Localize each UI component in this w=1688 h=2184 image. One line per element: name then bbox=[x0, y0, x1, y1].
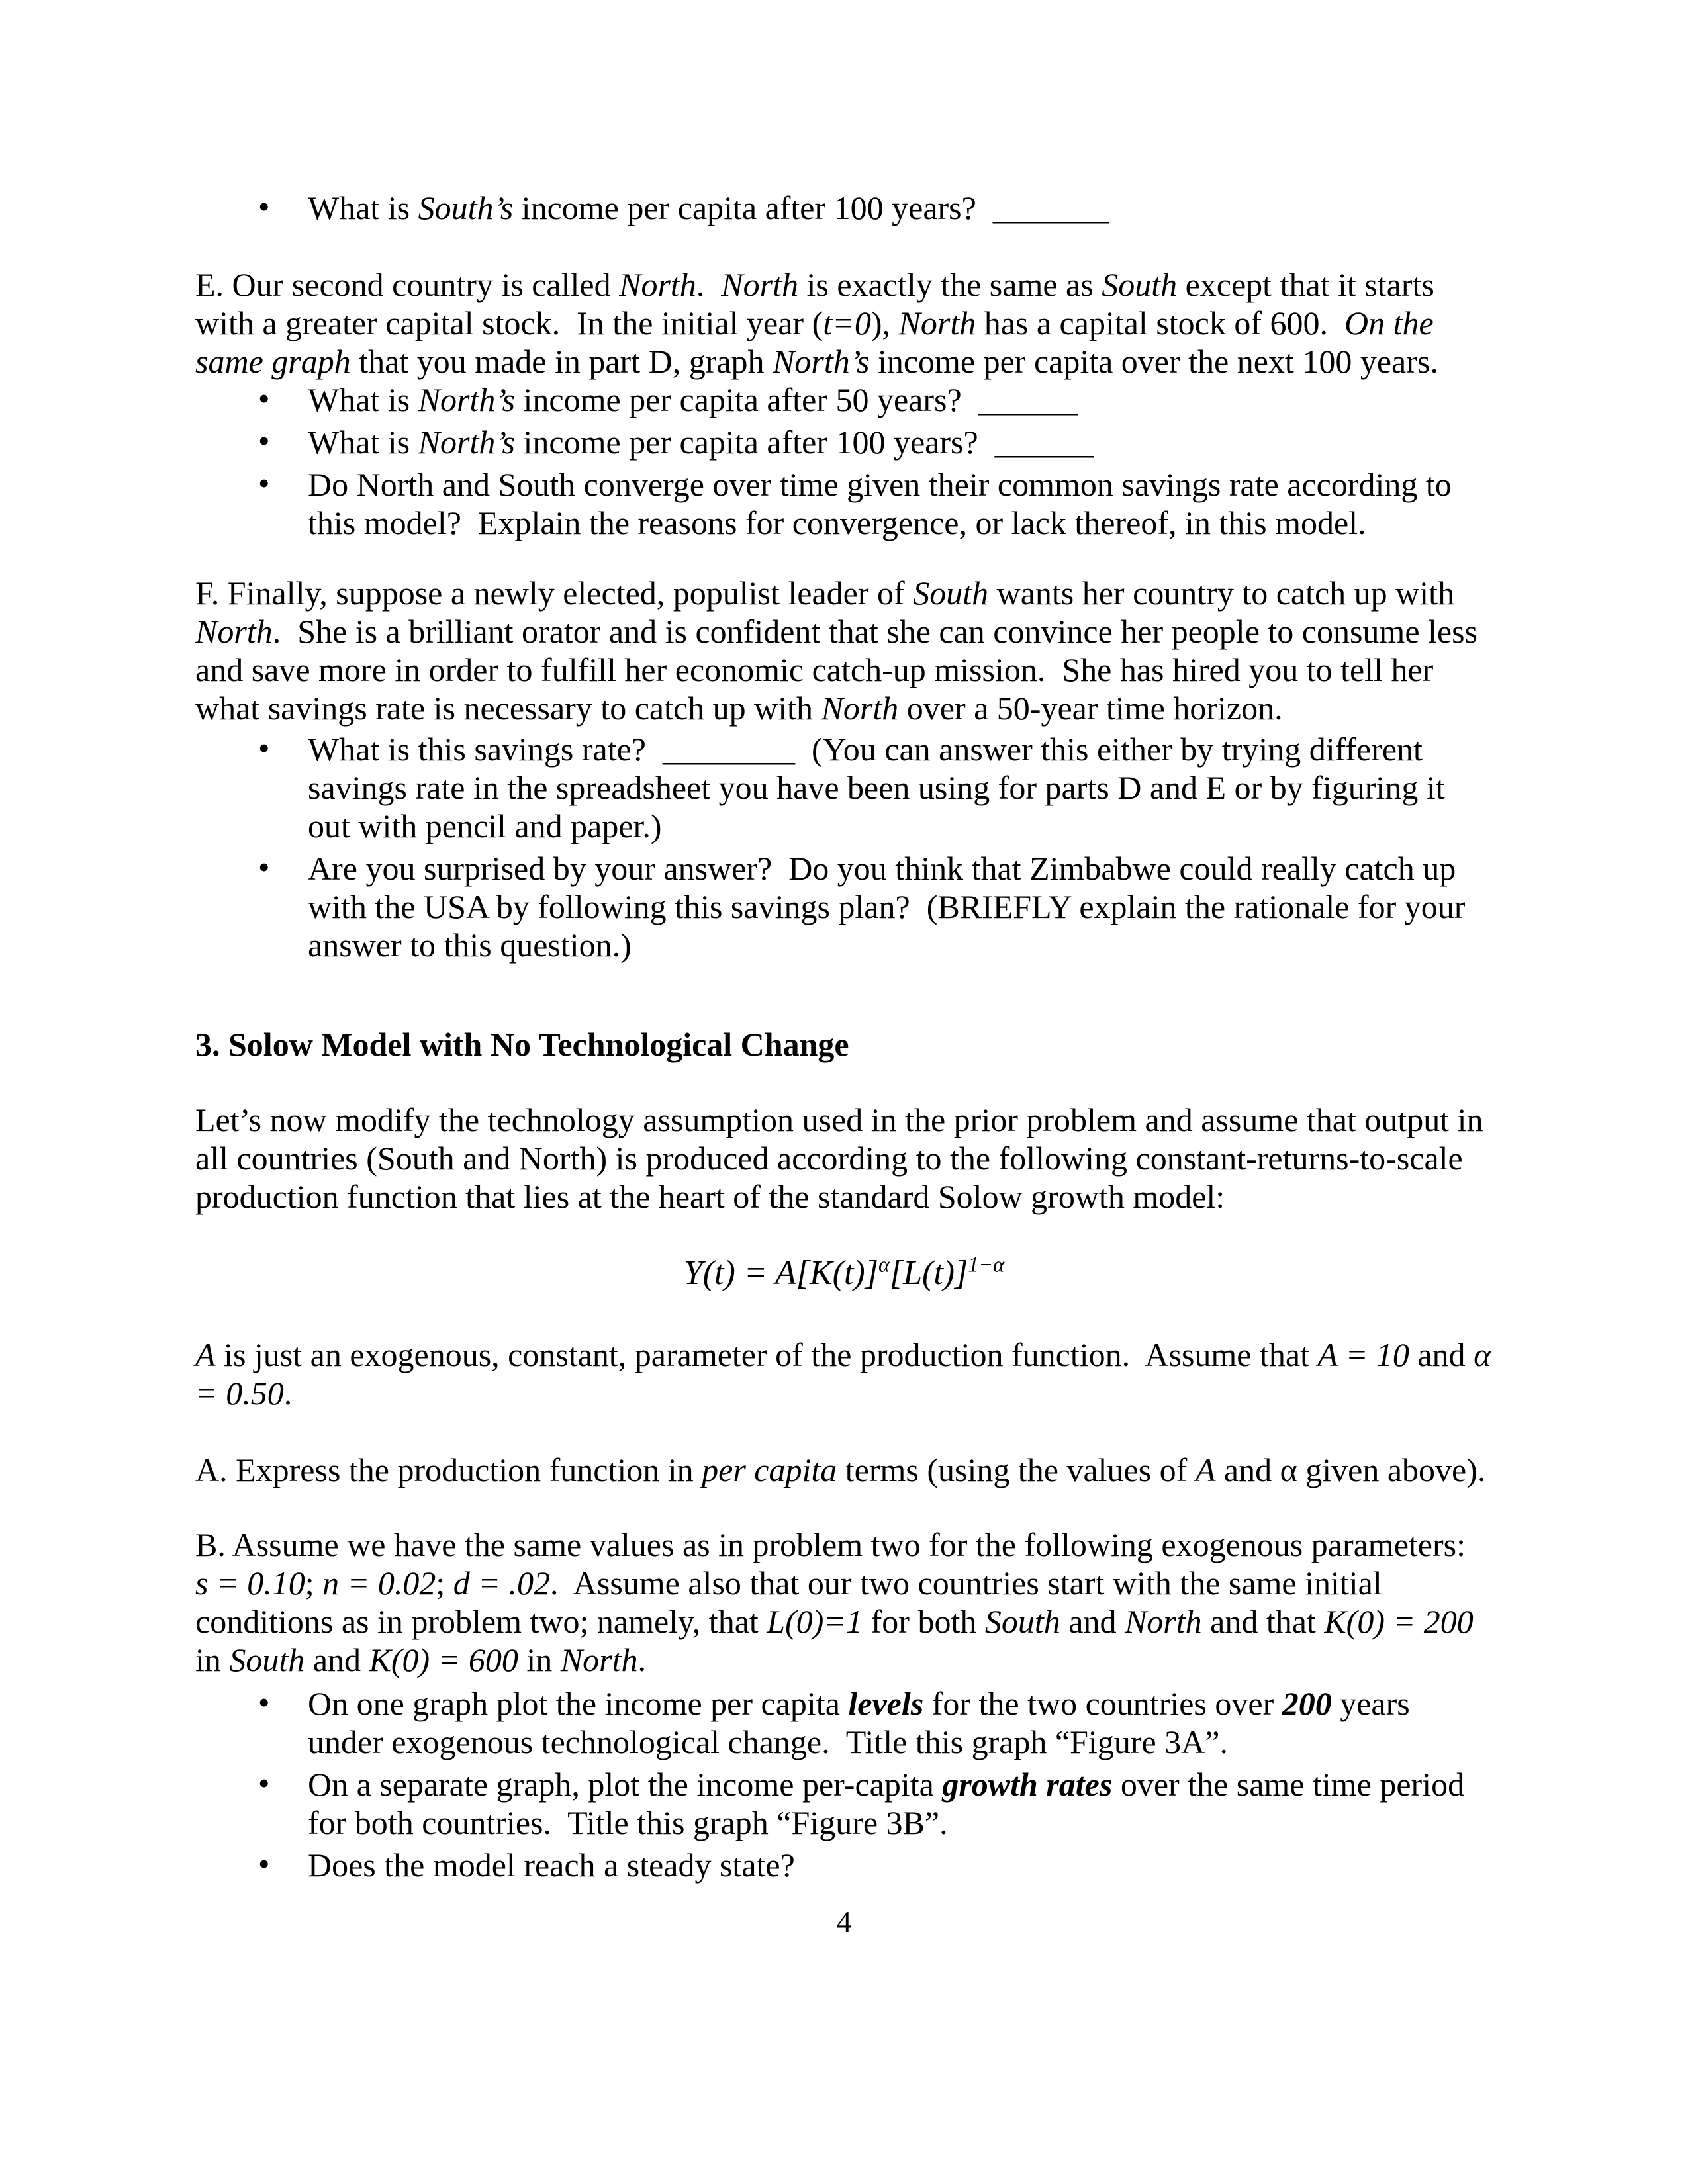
text-segment: . She is a brilliant orator and is confident that she can convince her people to consume less and save more in order to fulfill her economic catch-up mission. She has hired you to tell her what savings rate is necessary to catch up with bbox=[195, 613, 1486, 727]
text-segment: ______ bbox=[994, 424, 1094, 461]
bullet-icon: • bbox=[258, 1845, 270, 1882]
text-segment: North bbox=[560, 1641, 638, 1678]
text-segment: K(0) = 600 bbox=[369, 1641, 518, 1678]
text-segment: for both bbox=[863, 1603, 985, 1640]
text-segment: A = 10 bbox=[1317, 1336, 1409, 1373]
text-segment: income per capita over the next 100 years. bbox=[869, 343, 1438, 380]
text-segment: On one graph plot the income per capita bbox=[308, 1685, 849, 1722]
text-segment: 1−α bbox=[968, 1252, 1005, 1277]
page-number: 4 bbox=[836, 1905, 852, 1938]
text-segment: has a capital stock of 600. bbox=[976, 304, 1345, 341]
text-segment: Does the model reach a steady state? bbox=[308, 1846, 795, 1884]
bullet-item bbox=[195, 465, 1493, 542]
text-segment: Are you surprised by your answer? Do you think that Zimbabwe could really catch up with the USA by following this savings plan? (BRIEFLY explain the rationale for your answer to this question.) bbox=[308, 850, 1474, 964]
text-segment: What is bbox=[308, 189, 418, 226]
text-segment: n = 0.02 bbox=[322, 1565, 436, 1602]
question-bullet-south-100 bbox=[195, 189, 1493, 227]
text-segment: . bbox=[283, 1375, 293, 1412]
text-segment: F. Finally, suppose a newly elected, populist leader of bbox=[195, 574, 914, 612]
paragraph-e bbox=[195, 265, 1493, 381]
bullet-text bbox=[308, 1684, 1493, 1761]
text-segment: (You can answer this either by trying different savings rate in the spreadsheet you have been using for parts D and E or by figuring it out with pencil and paper.) bbox=[308, 731, 1454, 844]
text-segment: income per capita after 50 years? bbox=[515, 381, 978, 418]
bullet-text bbox=[308, 381, 1493, 419]
text-segment: growth rates bbox=[942, 1766, 1113, 1803]
text-segment: in bbox=[195, 1603, 1482, 1678]
text-segment: L(0)=1 bbox=[767, 1603, 863, 1640]
bullet-list-e bbox=[195, 381, 1493, 542]
text-segment: years under exogenous technological change. Title this graph “Figure 3A”. bbox=[308, 1685, 1419, 1760]
bullet-text bbox=[308, 465, 1493, 542]
bullet-icon: • bbox=[258, 729, 270, 766]
text-segment: α = 0.50 bbox=[195, 1336, 1499, 1412]
text-segment: What is this savings rate? bbox=[308, 731, 663, 768]
paragraph-parameters bbox=[195, 1336, 1499, 1412]
text-segment: What is bbox=[308, 424, 418, 461]
bullet-text bbox=[308, 730, 1493, 845]
text-segment: North bbox=[821, 690, 899, 727]
paragraph-f bbox=[195, 574, 1493, 727]
text-segment: . bbox=[696, 266, 722, 303]
text-segment: ; bbox=[436, 1565, 453, 1602]
text-segment: and bbox=[1060, 1603, 1125, 1640]
text-segment: K(0) = 200 bbox=[1324, 1603, 1474, 1640]
section-heading-3: 3. Solow Model with No Technological Change bbox=[195, 1026, 849, 1063]
bullet-list-f bbox=[195, 730, 1493, 964]
text-segment: North bbox=[619, 266, 696, 303]
bullet-item bbox=[195, 730, 1493, 845]
text-segment: South’s bbox=[418, 189, 514, 226]
text-segment: South bbox=[913, 574, 989, 612]
bullet-icon: • bbox=[258, 1764, 270, 1801]
text-segment: wants her country to catch up with bbox=[988, 574, 1463, 612]
bullet-list-b bbox=[195, 1684, 1493, 1884]
text-segment: A bbox=[195, 1336, 216, 1373]
text-segment: and bbox=[305, 1641, 369, 1678]
text-segment: North bbox=[898, 304, 976, 341]
bullet-item bbox=[195, 1684, 1493, 1761]
text-segment: s = 0.10 bbox=[195, 1565, 305, 1602]
text-segment: levels bbox=[848, 1685, 924, 1722]
text-segment: ), bbox=[870, 304, 899, 341]
text-segment: per capita bbox=[702, 1451, 837, 1488]
text-segment: E. Our second country is called bbox=[195, 266, 620, 303]
text-segment: terms (using the values of bbox=[837, 1451, 1196, 1488]
text-segment: What is bbox=[308, 381, 418, 418]
text-segment: B. Assume we have the same values as in problem two for the following exogenous parameters: bbox=[195, 1526, 1482, 1563]
text-segment: North’s bbox=[418, 381, 516, 418]
bullet-icon: • bbox=[258, 465, 270, 502]
bullet-icon: • bbox=[258, 188, 270, 225]
bullet-item bbox=[195, 423, 1493, 461]
bullet-text bbox=[308, 849, 1493, 964]
bullet-icon: • bbox=[258, 1684, 270, 1721]
text-segment: _______ bbox=[992, 189, 1109, 226]
text-segment: North’s bbox=[418, 424, 516, 461]
text-segment: in bbox=[518, 1641, 561, 1678]
equation-production-function bbox=[195, 1250, 1493, 1297]
text-segment: income per capita after 100 years? bbox=[515, 424, 995, 461]
text-segment: income per capita after 100 years? bbox=[513, 189, 993, 226]
text-segment: over a 50-year time horizon. bbox=[898, 690, 1283, 727]
text-segment: 200 bbox=[1282, 1685, 1332, 1722]
text-segment: for the two countries over bbox=[923, 1685, 1282, 1722]
bullet-text bbox=[308, 1765, 1493, 1842]
text-segment: . Assume also that our two countries start with the same initial conditions as in problem two; namely, that bbox=[195, 1565, 1391, 1640]
text-segment: South bbox=[1102, 266, 1178, 303]
bullet-icon: • bbox=[258, 380, 270, 417]
text-segment: North bbox=[195, 613, 273, 650]
bullet-text bbox=[308, 1846, 1493, 1884]
text-segment: α bbox=[878, 1252, 890, 1277]
text-segment: On the same graph bbox=[195, 304, 1442, 380]
text-segment: is just an exogenous, constant, parameter of the production function. Assume that bbox=[215, 1336, 1318, 1373]
text-segment: . bbox=[637, 1641, 647, 1678]
paragraph-part-b bbox=[195, 1525, 1493, 1679]
text-segment: and that bbox=[1201, 1603, 1325, 1640]
text-segment: A. Express the production function in bbox=[195, 1451, 702, 1488]
text-segment: North bbox=[1124, 1603, 1202, 1640]
bullet-item bbox=[195, 381, 1493, 419]
bullet-icon: • bbox=[258, 422, 270, 459]
text-segment: is exactly the same as bbox=[798, 266, 1102, 303]
text-segment: South bbox=[984, 1603, 1060, 1640]
bullet-item bbox=[195, 1846, 1493, 1884]
text-segment: Do North and South converge over time given their common savings rate according to this model? Explain the reasons for convergence, or lack thereof, in this model. bbox=[308, 466, 1460, 541]
text-segment: Y(t) = A[K(t)] bbox=[683, 1254, 878, 1292]
text-segment: and α given above). bbox=[1215, 1451, 1486, 1488]
text-segment: On a separate graph, plot the income per-capita bbox=[308, 1766, 943, 1803]
bullet-text bbox=[308, 189, 1493, 227]
text-segment: [L(t)] bbox=[889, 1254, 968, 1292]
bullet-item bbox=[195, 849, 1493, 964]
text-segment: ______ bbox=[978, 381, 1078, 418]
text-segment: A bbox=[1195, 1451, 1216, 1488]
text-segment: and bbox=[1409, 1336, 1474, 1373]
text-segment: ; bbox=[305, 1565, 323, 1602]
text-segment: over the same time period for both countries. Title this graph “Figure 3B”. bbox=[308, 1766, 1473, 1841]
paragraph-intro-3 bbox=[195, 1101, 1493, 1216]
bullet-item bbox=[195, 1765, 1493, 1842]
text-segment: t=0 bbox=[823, 304, 871, 341]
text-segment: North bbox=[721, 266, 798, 303]
text-segment: South bbox=[229, 1641, 305, 1678]
text-segment: except that it starts with a greater capital stock. In the initial year ( bbox=[195, 266, 1443, 341]
text-segment: Let’s now modify the technology assumption used in the prior problem and assume that output in all countries (South and North) is produced according to the following constant-returns-to-scale production function that lies at the heart of the standard Solow growth model: bbox=[195, 1101, 1492, 1215]
bullet-text bbox=[308, 423, 1493, 461]
text-segment: ________ bbox=[663, 731, 795, 768]
text-segment: that you made in part D, graph bbox=[350, 343, 773, 380]
text-segment: d = .02 bbox=[453, 1565, 551, 1602]
bullet-icon: • bbox=[258, 848, 270, 886]
text-segment: North’s bbox=[773, 343, 870, 380]
paragraph-part-a bbox=[195, 1451, 1493, 1489]
